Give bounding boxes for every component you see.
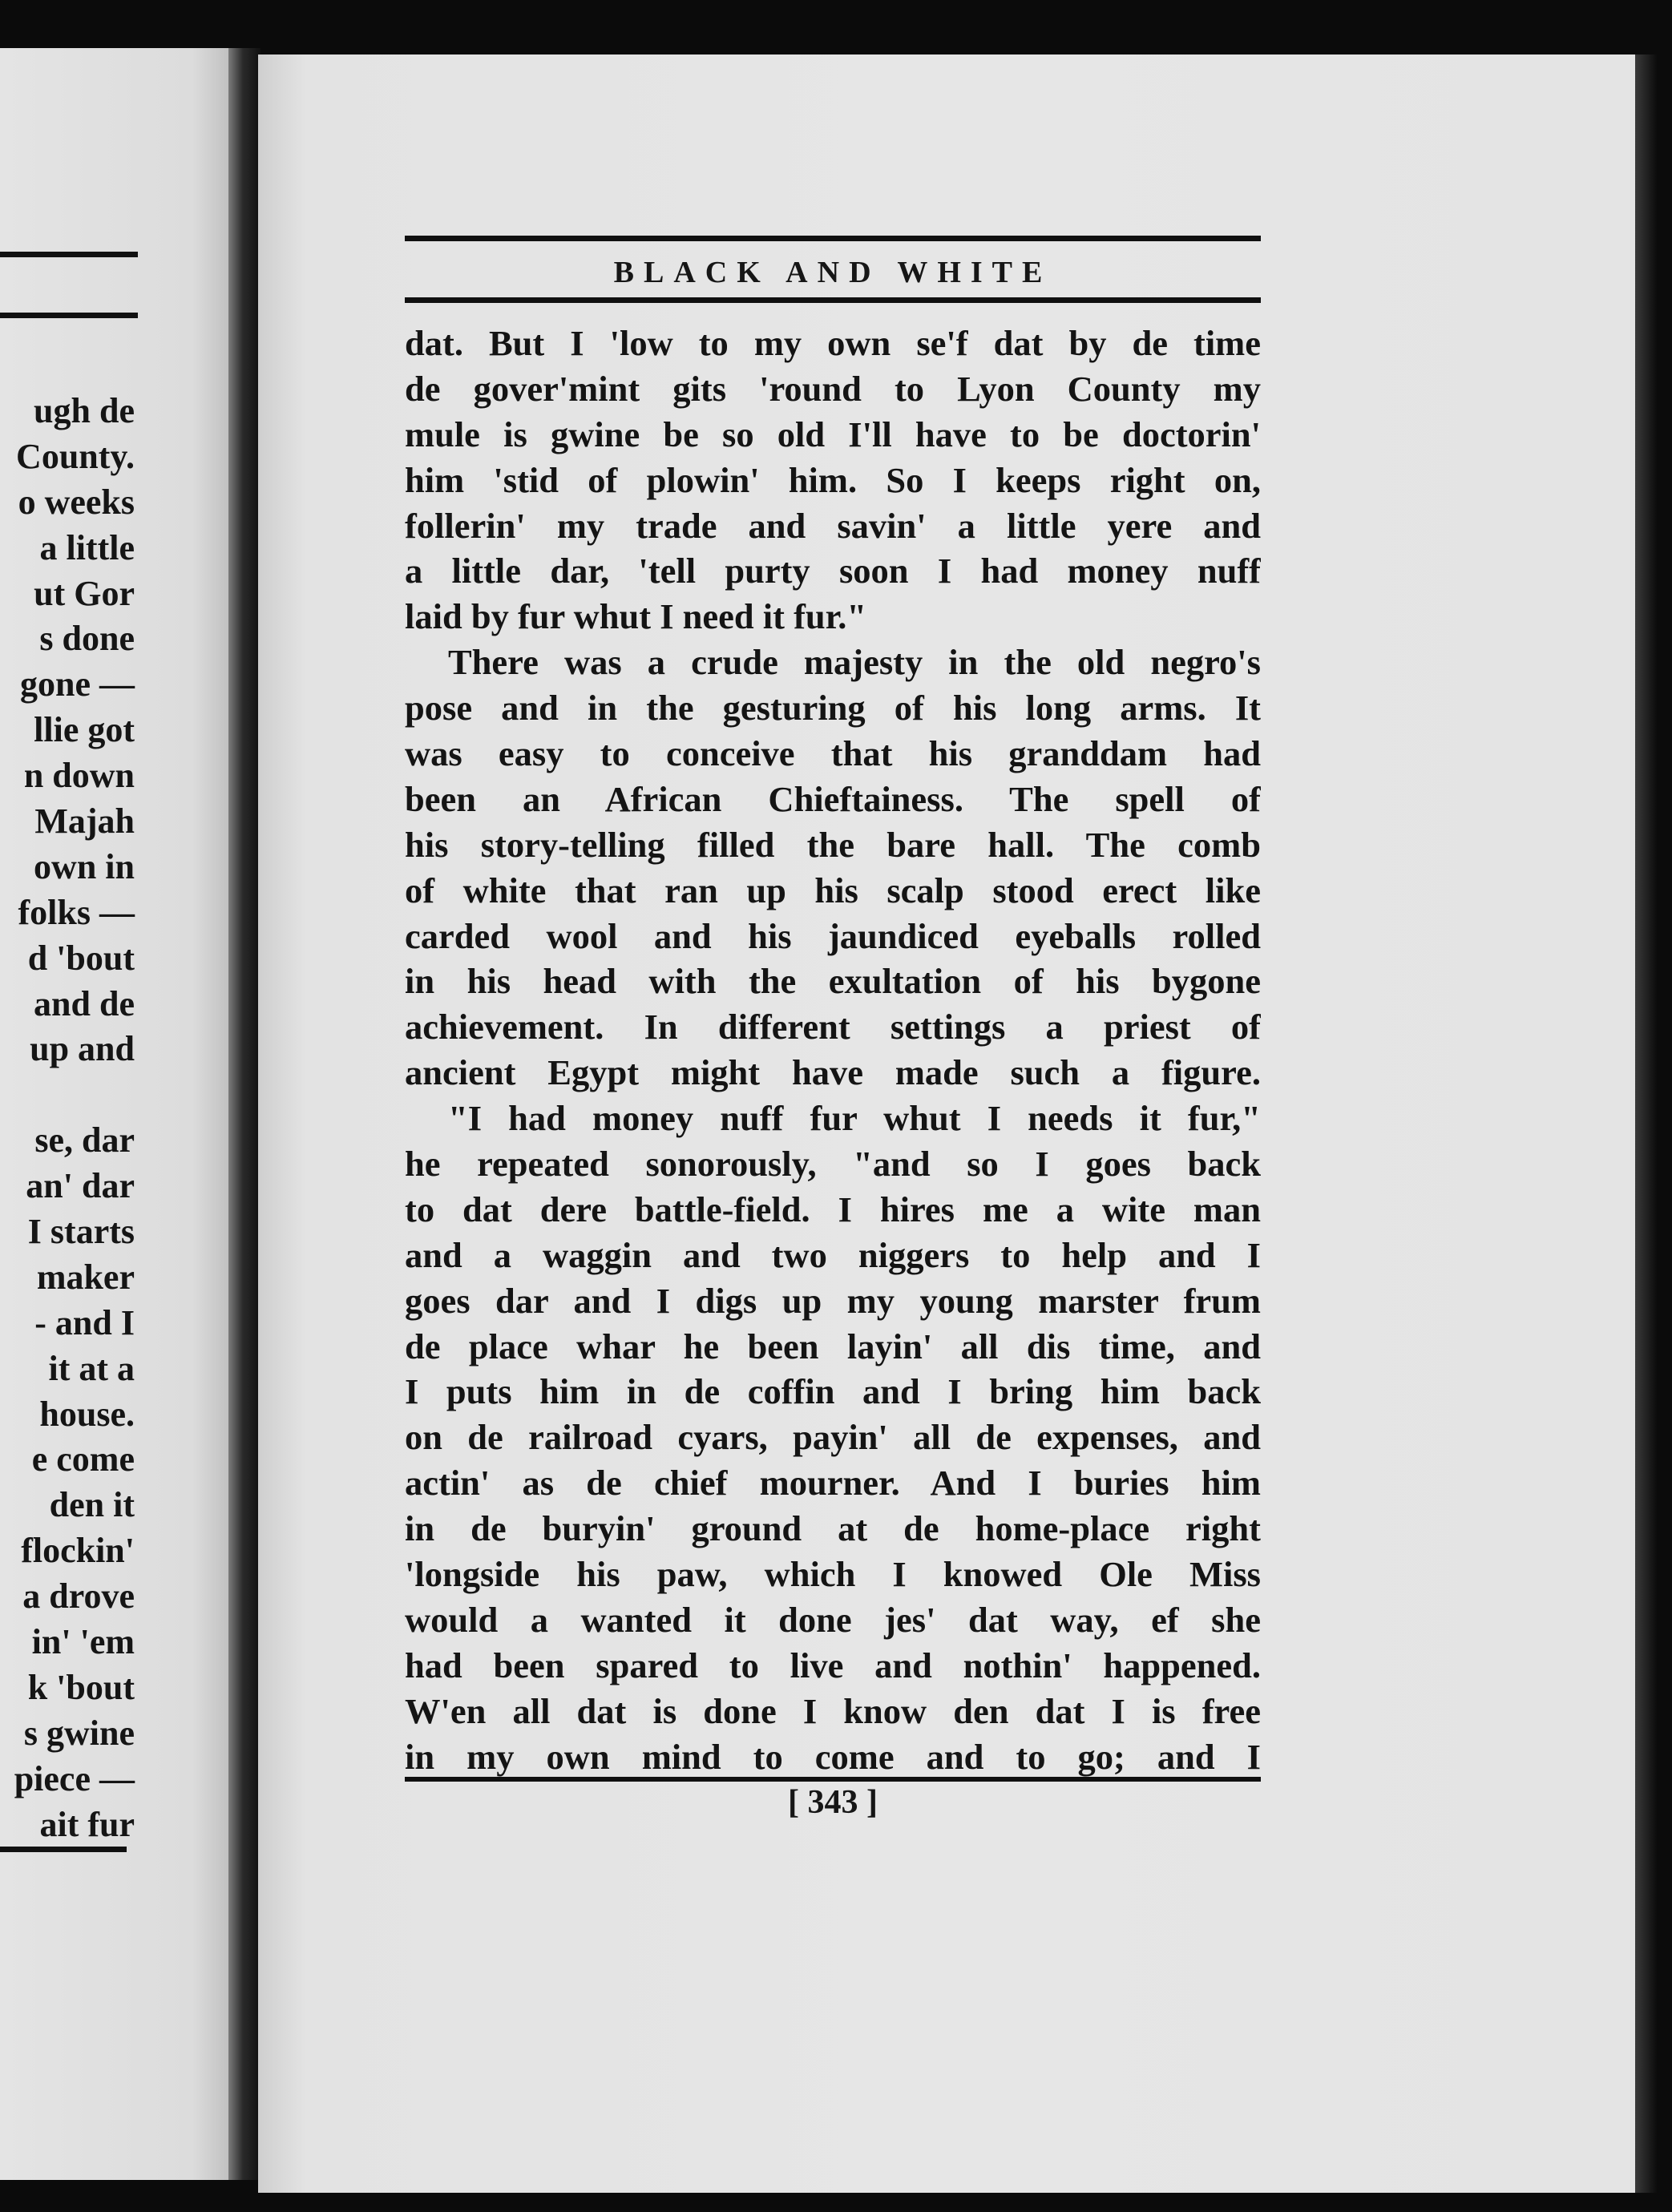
left-page-text xyxy=(0,389,135,1848)
left-text-line: it at a xyxy=(48,1348,135,1388)
body-text xyxy=(405,321,1261,1780)
left-text-line: up and xyxy=(30,1029,135,1069)
text-line: in my own mind to come and to go; and I xyxy=(405,1736,1261,1777)
text-line: follerin' my trade and savin' a little yere and xyxy=(405,505,1261,546)
left-text-line: k 'bout xyxy=(27,1667,135,1707)
text-line: achievement. In different settings a priest of xyxy=(405,1007,1261,1047)
left-text-line: llie got xyxy=(34,710,135,750)
left-text-line: folks — xyxy=(18,892,135,932)
text-line: he repeated sonorously, "and so I goes back xyxy=(405,1144,1261,1185)
text-line: pose and in the gesturing of his long arms. It xyxy=(405,688,1261,729)
left-text-line: o weeks xyxy=(18,482,135,522)
header-rule-bottom xyxy=(405,297,1261,303)
left-page-footer-rule xyxy=(0,1847,127,1852)
left-text-line: an' dar xyxy=(26,1166,135,1206)
left-text-line: a drove xyxy=(22,1576,135,1617)
text-line: to dat dere battle-field. I hires me a wite man xyxy=(405,1189,1261,1229)
text-line: de gover'mint gits 'round to Lyon County my xyxy=(405,368,1261,409)
text-line: ancient Egypt might have made such a figure. xyxy=(405,1052,1261,1093)
left-text-line: and de xyxy=(34,983,135,1023)
text-line: in his head with the exultation of his bygone xyxy=(405,961,1261,1002)
left-text-line xyxy=(0,1072,135,1118)
left-text-line: se, dar xyxy=(34,1120,135,1160)
text-line: mule is gwine be so old I'll have to be doctorin' xyxy=(405,414,1261,454)
text-line: 'longside his paw, which I knowed Ole Miss xyxy=(405,1554,1261,1595)
left-text-line: own in xyxy=(34,846,135,886)
header-rule-top xyxy=(405,236,1261,241)
left-text-line: den it xyxy=(49,1485,135,1525)
left-text-line: in' 'em xyxy=(31,1622,135,1662)
text-line: de place whar he been layin' all dis time, and xyxy=(405,1326,1261,1366)
left-text-line: ugh de xyxy=(34,391,135,430)
left-text-line: I starts xyxy=(27,1212,135,1252)
text-line: laid by fur whut I need it fur." xyxy=(405,596,867,637)
page-edge-shadow xyxy=(1635,54,1672,2193)
left-text-line: a little xyxy=(39,527,135,567)
left-text-line: gone — xyxy=(20,664,135,704)
left-text-line: s gwine xyxy=(23,1713,135,1753)
left-text-line: - and I xyxy=(34,1302,135,1342)
left-text-line: d 'bout xyxy=(27,938,135,978)
left-text-line: ut Gor xyxy=(34,573,135,613)
text-line: been an African Chieftainess. The spell of xyxy=(405,778,1261,819)
text-line: "I had money nuff fur whut I needs it fur," xyxy=(448,1098,1261,1139)
left-text-line: flockin' xyxy=(21,1531,135,1571)
text-line: and a waggin and two niggers to help and I xyxy=(405,1234,1261,1275)
text-line: I puts him in de coffin and I bring him back xyxy=(405,1371,1261,1412)
text-line: actin' as de chief mourner. And I buries him xyxy=(405,1463,1261,1504)
left-text-line: s done xyxy=(39,619,135,659)
text-line: had been spared to live and nothin' happened. xyxy=(405,1645,1261,1685)
text-line: was easy to conceive that his granddam had xyxy=(405,733,1261,774)
left-text-line: Majah xyxy=(34,801,135,842)
text-line: of white that ran up his scalp stood erect like xyxy=(405,870,1261,910)
book-gutter xyxy=(228,48,260,2180)
left-text-line: County. xyxy=(16,436,135,476)
text-line: would a wanted it done jes' dat way, ef she xyxy=(405,1599,1261,1640)
left-text-line: n down xyxy=(23,756,135,796)
text-line: a little dar, 'tell purty soon I had money nuff xyxy=(405,551,1261,591)
footer-rule xyxy=(405,1777,1261,1782)
left-page-rule-top xyxy=(0,252,138,257)
running-head: BLACK AND WHITE xyxy=(613,256,1052,289)
text-line: carded wool and his jaundiced eyeballs rolled xyxy=(405,915,1261,956)
text-line: dat. But I 'low to my own se'f dat by de time xyxy=(405,323,1261,363)
left-text-line: e come xyxy=(31,1439,135,1479)
page-number: [ 343 ] xyxy=(788,1784,878,1821)
left-text-line: maker xyxy=(36,1257,135,1297)
text-line: on de railroad cyars, payin' all de expenses, and xyxy=(405,1417,1261,1458)
text-line: in de buryin' ground at de home-place right xyxy=(405,1508,1261,1549)
text-line: his story-telling filled the bare hall. The comb xyxy=(405,824,1261,865)
left-text-line: piece — xyxy=(14,1758,135,1798)
left-text-line: ait fur xyxy=(39,1804,135,1844)
left-facing-page xyxy=(0,48,240,2180)
text-line: There was a crude majesty in the old negro's xyxy=(448,642,1261,683)
text-line: goes dar and I digs up my young marster frum xyxy=(405,1280,1261,1321)
text-line: him 'stid of plowin' him. So I keeps right on, xyxy=(405,459,1261,500)
text-line: W'en all dat is done I know den dat I is free xyxy=(405,1690,1261,1731)
left-text-line: house. xyxy=(39,1394,135,1434)
left-page-rule-bottom xyxy=(0,313,138,318)
